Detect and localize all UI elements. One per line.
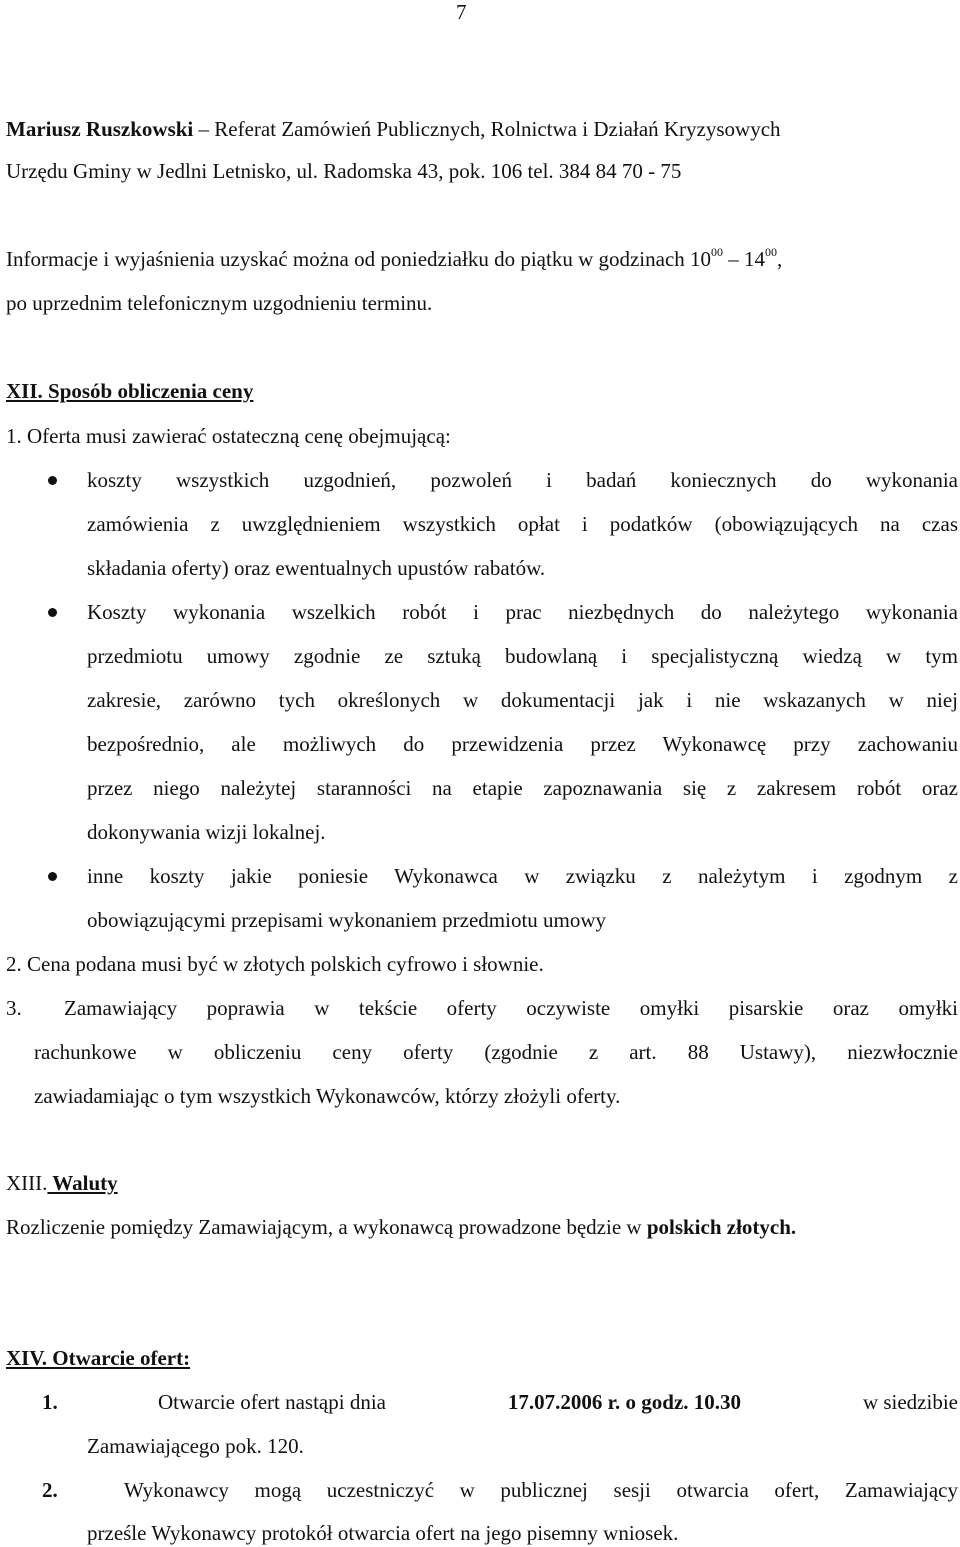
section-14-item-1-line-1 (158, 1389, 958, 1415)
contact-department: Referat Zamówień Publicznych, Rolnictwa i Działań Kryzysowych (214, 117, 781, 141)
section-12-heading: XII. Sposób obliczenia ceny (6, 379, 254, 403)
section-12-item-3-number: 3. (6, 996, 22, 1020)
section-14-item-2-line-2: prześle Wykonawcy protokół otwarcia ofert na jego pisemny wniosek. (87, 1521, 679, 1545)
section-14-item-2-number: 2. (42, 1478, 58, 1502)
bullet-2-line-2: przedmiotu umowy zgodnie ze sztuką budowlaną i specjalistyczną wiedzą w tym (87, 644, 958, 668)
section-13-heading (6, 1170, 118, 1196)
contact-line-1 (6, 116, 956, 142)
section-13-text-bold: polskich złotych. (646, 1215, 797, 1239)
section-13-title: Waluty (47, 1171, 118, 1195)
bullet-3-line-1: inne koszty jakie poniesie Wykonawca w związku z należytym i zgodnym z (87, 864, 958, 888)
section-14-item-1-text-b: w siedzibie (862, 1390, 958, 1414)
section-14-item-1-line-2: Zamawiającego pok. 120. (87, 1434, 304, 1458)
section-13-text-regular: Rozliczenie pomiędzy Zamawiającym, a wykonawcą prowadzone będzie w (6, 1215, 647, 1239)
bullet-icon (48, 476, 57, 485)
section-13-text (6, 1214, 796, 1240)
bullet-1-line-2: zamówienia z uwzględnieniem wszystkich opłat i podatków (obowiązujących na czas (87, 512, 958, 536)
section-12-item-1-intro: 1. Oferta musi zawierać ostateczną cenę obejmującą: (6, 424, 451, 448)
info-dash: – 14 (723, 247, 766, 271)
section-12-item-3-line-3: zawiadamiając o tym wszystkich Wykonawców, którzy złożyli oferty. (34, 1084, 621, 1108)
page-number: 7 (456, 0, 467, 24)
info-sup-2: 00 (765, 245, 778, 259)
info-line-1 (6, 246, 782, 272)
info-text: Informacje i wyjaśnienia uzyskać można od poniedziałku do piątku w godzinach 10 (6, 247, 712, 271)
info-end: , (777, 247, 783, 271)
section-13-number: XIII. (6, 1171, 48, 1195)
bullet-icon (48, 872, 57, 881)
section-14-item-1-date: 17.07.2006 r. o godz. 10.30 (507, 1390, 742, 1414)
section-12-item-3-line-2: rachunkowe w obliczeniu ceny oferty (zgodnie z art. 88 Ustawy), niezwłocznie (34, 1040, 958, 1064)
bullet-icon (48, 608, 57, 617)
section-14-item-1-number: 1. (42, 1390, 58, 1414)
section-14-heading: XIV. Otwarcie ofert: (6, 1346, 191, 1370)
bullet-1-line-1: koszty wszystkich uzgodnień, pozwoleń i badań koniecznych do wykonania (87, 468, 958, 492)
bullet-2-line-1: Koszty wykonania wszelkich robót i prac niezbędnych do należytego wykonania (87, 600, 958, 624)
info-line-2: po uprzednim telefonicznym uzgodnieniu terminu. (6, 291, 433, 315)
contact-line-2: Urzędu Gminy w Jedlni Letnisko, ul. Radomska 43, pok. 106 tel. 384 84 70 - 75 (6, 159, 682, 183)
bullet-2-line-6: dokonywania wizji lokalnej. (87, 820, 326, 844)
contact-name: Mariusz Ruszkowski (6, 117, 194, 141)
bullet-2-line-3: zakresie, zarówno tych określonych w dokumentacji jak i nie wskazanych w niej (87, 688, 958, 712)
section-14-item-1-text-a: Otwarcie ofert nastąpi dnia (158, 1390, 386, 1414)
bullet-1-line-3: składania oferty) oraz ewentualnych upustów rabatów. (87, 556, 546, 580)
section-12-item-2: 2. Cena podana musi być w złotych polskich cyfrowo i słownie. (6, 952, 544, 976)
section-14-item-2-line-1: Wykonawcy mogą uczestniczyć w publicznej sesji otwarcia ofert, Zamawiający (124, 1478, 958, 1502)
bullet-3-line-2: obowiązującymi przepisami wykonaniem przedmiotu umowy (87, 908, 607, 932)
section-12-item-3-line-1: Zamawiający poprawia w tekście oferty oczywiste omyłki pisarskie oraz omyłki (64, 996, 958, 1020)
contact-dash: – (193, 117, 215, 141)
bullet-2-line-4: bezpośrednio, ale możliwych do przewidzenia przez Wykonawcę przy zachowaniu (87, 732, 958, 756)
info-sup-1: 00 (711, 245, 724, 259)
bullet-2-line-5: przez niego należytej staranności na etapie zapoznawania się z zakresem robót oraz (87, 776, 958, 800)
